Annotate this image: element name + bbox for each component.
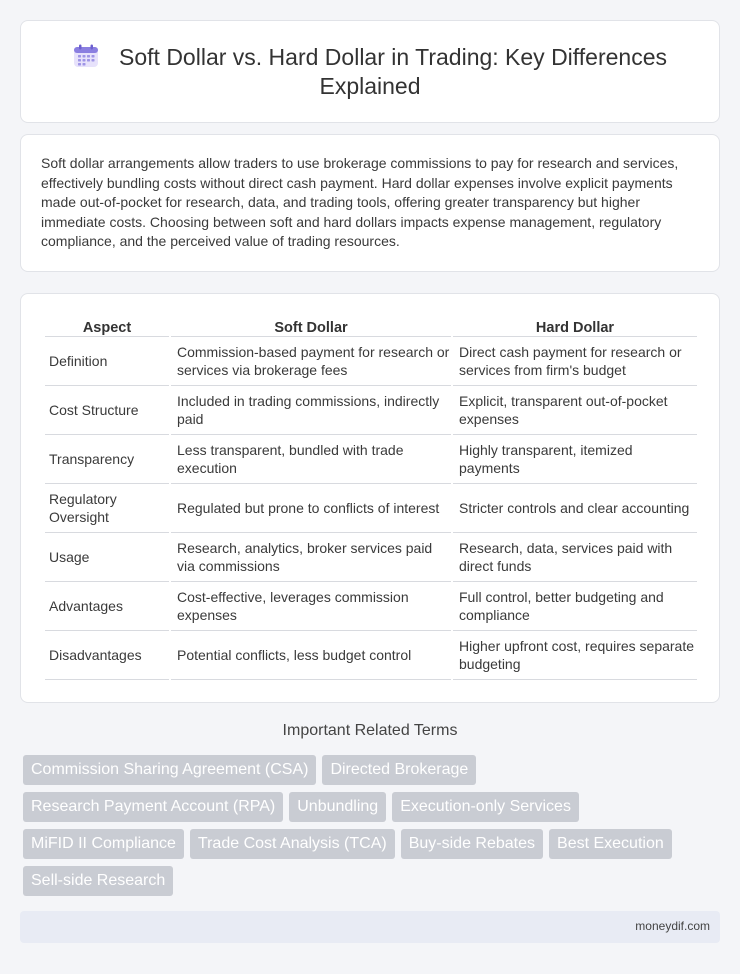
- soft-dollar-cell: Included in trading commissions, indirectly paid: [171, 386, 451, 435]
- hard-dollar-cell: Stricter controls and clear accounting: [453, 484, 697, 533]
- calendar-icon: [73, 44, 99, 68]
- table-row: [45, 435, 697, 484]
- soft-dollar-cell: Potential conflicts, less budget control: [171, 631, 451, 680]
- aspect-cell: Cost Structure: [45, 386, 169, 435]
- related-term-tag[interactable]: Directed Brokerage: [322, 755, 476, 785]
- table-row: [45, 533, 697, 582]
- footer-bar: [20, 911, 720, 943]
- intro-card: [20, 134, 720, 272]
- table-row: [45, 484, 697, 533]
- table-header-row: [45, 315, 697, 337]
- related-term-tag[interactable]: Buy-side Rebates: [401, 829, 543, 859]
- related-term-tag[interactable]: MiFID II Compliance: [23, 829, 184, 859]
- aspect-cell: Definition: [45, 337, 169, 386]
- comparison-card: [20, 293, 720, 703]
- page-title-text: Soft Dollar vs. Hard Dollar in Trading: Key Differences Explained: [119, 44, 667, 99]
- related-term-tag[interactable]: Execution-only Services: [392, 792, 579, 822]
- table-row: [45, 582, 697, 631]
- footer-site[interactable]: moneydif.com: [635, 919, 710, 933]
- header-aspect: Aspect: [45, 315, 169, 337]
- header-hard-dollar: Hard Dollar: [453, 315, 697, 337]
- intro-paragraph: Soft dollar arrangements allow traders to use brokerage commissions to pay for research and services, effectively bundling costs without direct cash payment. Hard dollar expenses involve explicit payments made out-of-pocket for research, data, and trading tools, offering greater transparency but higher immediate costs. Choosing between soft and hard dollars impacts expense management, regulatory compliance, and the perceived value of trading resources.: [41, 155, 679, 249]
- related-terms-list: [23, 755, 713, 896]
- soft-dollar-cell: Regulated but prone to conflicts of interest: [171, 484, 451, 533]
- related-term-tag[interactable]: Research Payment Account (RPA): [23, 792, 283, 822]
- comparison-table: [43, 315, 699, 680]
- title-card: [20, 20, 720, 123]
- aspect-cell: Regulatory Oversight: [45, 484, 169, 533]
- related-term-tag[interactable]: Commission Sharing Agreement (CSA): [23, 755, 316, 785]
- hard-dollar-cell: Direct cash payment for research or services from firm's budget: [453, 337, 697, 386]
- soft-dollar-cell: Research, analytics, broker services paid via commissions: [171, 533, 451, 582]
- hard-dollar-cell: Explicit, transparent out-of-pocket expenses: [453, 386, 697, 435]
- aspect-cell: Usage: [45, 533, 169, 582]
- aspect-cell: Advantages: [45, 582, 169, 631]
- hard-dollar-cell: Highly transparent, itemized payments: [453, 435, 697, 484]
- hard-dollar-cell: Full control, better budgeting and compliance: [453, 582, 697, 631]
- soft-dollar-cell: Less transparent, bundled with trade execution: [171, 435, 451, 484]
- related-term-tag[interactable]: Unbundling: [289, 792, 386, 822]
- hard-dollar-cell: Research, data, services paid with direct funds: [453, 533, 697, 582]
- header-soft-dollar: Soft Dollar: [171, 315, 451, 337]
- related-term-tag[interactable]: Trade Cost Analysis (TCA): [190, 829, 395, 859]
- aspect-cell: Transparency: [45, 435, 169, 484]
- soft-dollar-cell: Commission-based payment for research or services via brokerage fees: [171, 337, 451, 386]
- table-row: [45, 631, 697, 680]
- related-term-tag[interactable]: Sell-side Research: [23, 866, 173, 896]
- page-title: [61, 43, 679, 101]
- related-terms-title: Important Related Terms: [282, 722, 458, 739]
- table-row: [45, 337, 697, 386]
- related-term-tag[interactable]: Best Execution: [549, 829, 672, 859]
- hard-dollar-cell: Higher upfront cost, requires separate budgeting: [453, 631, 697, 680]
- table-row: [45, 386, 697, 435]
- aspect-cell: Disadvantages: [45, 631, 169, 680]
- soft-dollar-cell: Cost-effective, leverages commission expenses: [171, 582, 451, 631]
